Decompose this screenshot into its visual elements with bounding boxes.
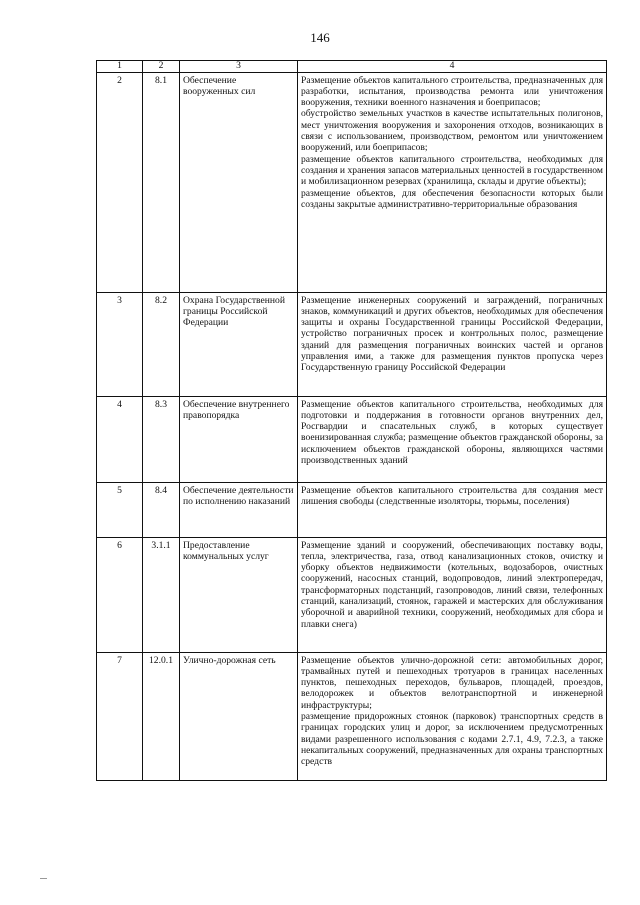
use-description bbox=[298, 396, 607, 482]
description-paragraph: Размещение объектов капитального строительства, предназначенных для разработки, испытания, производства ремонта или уничтожения вооружения, техники военного назначения и боеприпасов; bbox=[301, 74, 603, 109]
use-code: 8.2 bbox=[143, 292, 180, 396]
use-code: 8.1 bbox=[143, 72, 180, 292]
description-paragraph: обустройство земельных участков в качестве испытательных полигонов, мест уничтожения вооружения и захоронения отходов, возникающих в связи с использованием, производством, ремонтом или уничтожением вооружений, или боеприпасов; bbox=[301, 108, 603, 154]
header-col-2: 2 bbox=[143, 61, 180, 73]
scan-mark bbox=[40, 878, 47, 879]
description-paragraph: размещение объектов, для обеспечения безопасности которых были созданы закрытые административно-территориальные образования bbox=[301, 187, 603, 210]
table-row bbox=[97, 482, 607, 537]
use-code: 12.0.1 bbox=[143, 652, 180, 780]
description-paragraph: Размещение объектов улично-дорожной сети: автомобильных дорог, трамвайных путей и пешеходных тротуаров в границах населенных пунктов, пешеходных переходов, бульваров, площадей, проездов, велодорожек и объектов велотранспортной и инженерной инфраструктуры; bbox=[301, 654, 603, 711]
description-paragraph: размещение объектов капитального строительства, необходимых для создания и хранения запасов материальных ценностей в государственном и мобилизационном резервах (хранилища, склады и другие объекты); bbox=[301, 153, 603, 188]
use-code: 3.1.1 bbox=[143, 537, 180, 652]
table-row bbox=[97, 292, 607, 396]
table-row bbox=[97, 537, 607, 652]
description-paragraph: Размещение объектов капитального строительства, необходимых для подготовки и поддержания в готовности органов внутренних дел, Росгвардии и спасательных служб, в которых существует военизированная служба; размещение объектов гражданской обороны, за исключением объектов гражданской обороны, являющихся частями производственных зданий bbox=[301, 398, 603, 467]
row-number: 6 bbox=[97, 537, 143, 652]
land-use-table bbox=[96, 60, 607, 781]
row-number: 4 bbox=[97, 396, 143, 482]
use-description bbox=[298, 652, 607, 780]
row-number: 5 bbox=[97, 482, 143, 537]
description-paragraph: Размещение инженерных сооружений и заграждений, пограничных знаков, коммуникаций и других объектов, необходимых для обеспечения защиты и охраны Государственной границы Российской Федерации, устройство пограничных просек и контрольных полос, размещение зданий для размещения пограничных воинских частей и органов управления ими, а также для размещения пунктов пропуска через Государственную границу Российской Федерации bbox=[301, 294, 603, 374]
page-number: 146 bbox=[310, 30, 330, 45]
header-col-3: 3 bbox=[180, 61, 298, 73]
use-description bbox=[298, 537, 607, 652]
table-header-row bbox=[97, 61, 607, 73]
table-row bbox=[97, 396, 607, 482]
row-number: 2 bbox=[97, 72, 143, 292]
table-row bbox=[97, 72, 607, 292]
use-name: Предоставление коммунальных услуг bbox=[180, 537, 298, 652]
use-code: 8.4 bbox=[143, 482, 180, 537]
row-number: 7 bbox=[97, 652, 143, 780]
header-col-1: 1 bbox=[97, 61, 143, 73]
description-paragraph: Размещение объектов капитального строительства для создания мест лишения свободы (следственные изоляторы, тюрьмы, поселения) bbox=[301, 484, 603, 507]
use-name: Обеспечение деятельности по исполнению наказаний bbox=[180, 482, 298, 537]
table-row bbox=[97, 652, 607, 780]
use-description bbox=[298, 292, 607, 396]
row-number: 3 bbox=[97, 292, 143, 396]
use-name: Охрана Государственной границы Российской Федерации bbox=[180, 292, 298, 396]
use-name: Обеспечение внутреннего правопорядка bbox=[180, 396, 298, 482]
description-paragraph: Размещение зданий и сооружений, обеспечивающих поставку воды, тепла, электричества, газа, отвод канализационных стоков, очистку и уборку объектов недвижимости (котельных, водозаборов, очистных сооружений, насосных станций, водопроводов, линий электропередач, трансформаторных подстанций, газопроводов, линий связи, телефонных станций, канализаций, стоянок, гаражей и мастерских для обслуживания уборочной и аварийной техники, сооружений, необходимых для сбора и плавки снега) bbox=[301, 539, 603, 630]
header-col-4: 4 bbox=[298, 61, 607, 73]
description-paragraph: размещение придорожных стоянок (парковок) транспортных средств в границах городских улиц и дорог, за исключением предусмотренных видами разрешенного использования с кодами 2.7.1, 4.9, 7.2.3, а также некапитальных сооружений, предназначенных для охраны транспортных средств bbox=[301, 711, 603, 768]
use-name: Улично-дорожная сеть bbox=[180, 652, 298, 780]
use-name: Обеспечение вооруженных сил bbox=[180, 72, 298, 292]
use-code: 8.3 bbox=[143, 396, 180, 482]
use-description bbox=[298, 72, 607, 292]
use-description bbox=[298, 482, 607, 537]
